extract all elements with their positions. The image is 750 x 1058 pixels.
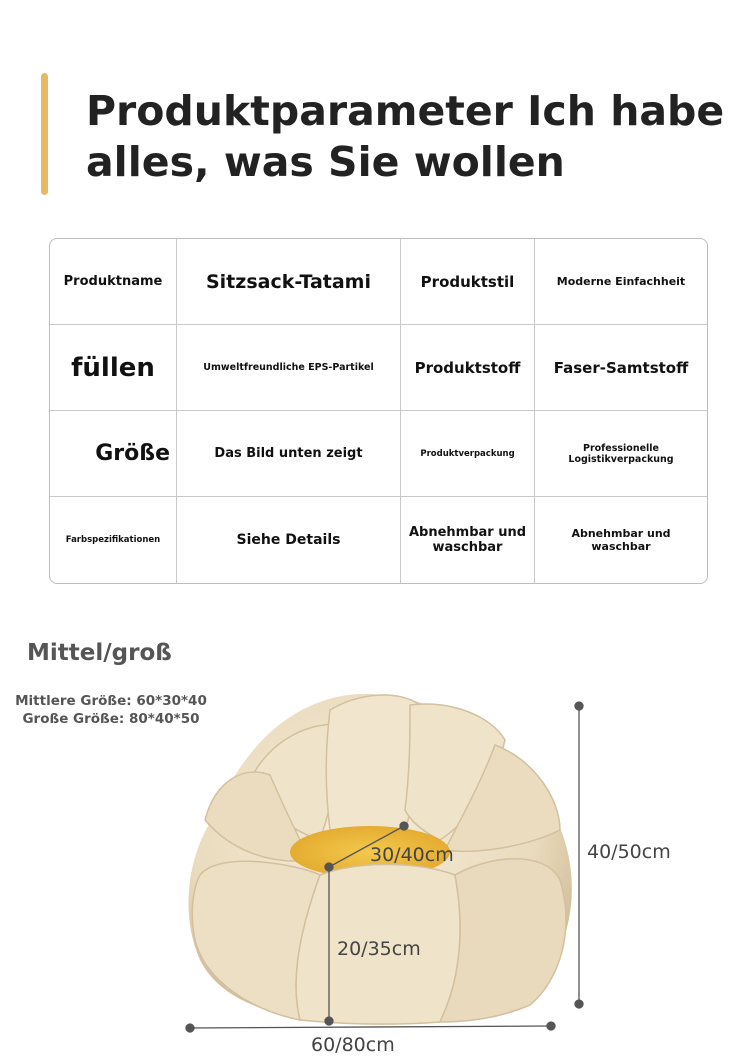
height-label: 40/50cm	[587, 841, 671, 863]
page-title: Produktparameter Ich habe alles, was Sie wollen	[86, 87, 725, 186]
param-value: Professionelle Logistikverpackung	[535, 411, 707, 497]
param-label: Produktname	[50, 239, 177, 325]
param-label: Produktstoff	[401, 325, 535, 411]
seat-depth-label: 30/40cm	[370, 844, 454, 866]
table-row	[50, 325, 707, 411]
param-value: Moderne Einfachheit	[535, 239, 707, 325]
width-label: 60/80cm	[311, 1034, 395, 1056]
table-row	[50, 497, 707, 583]
param-label: Produktstil	[401, 239, 535, 325]
seat-height-label: 20/35cm	[337, 938, 421, 960]
param-value: Sitzsack-Tatami	[177, 239, 401, 325]
param-value: Siehe Details	[177, 497, 401, 583]
beanbag-dimension-figure	[0, 680, 750, 1054]
table-row	[50, 411, 707, 497]
param-label: Produktverpackung	[401, 411, 535, 497]
beanbag-illustration	[0, 680, 750, 1054]
param-label: Abnehmbar und waschbar	[401, 497, 535, 583]
param-label: füllen	[50, 325, 177, 411]
size-note: Mittlere Größe: 60*30*40 Große Größe: 80*40*50	[15, 693, 207, 727]
param-label: Farbspezifikationen	[50, 497, 177, 583]
param-value: Umweltfreundliche EPS-Partikel	[177, 325, 401, 411]
param-value: Das Bild unten zeigt	[177, 411, 401, 497]
size-section-title: Mittel/groß	[27, 640, 172, 666]
param-label: Größe	[50, 411, 177, 497]
param-value: Faser-Samtstoff	[535, 325, 707, 411]
param-value: Abnehmbar und waschbar	[571, 527, 671, 553]
table-row	[50, 239, 707, 325]
product-parameters-table	[49, 238, 708, 584]
heading-accent-bar	[41, 73, 48, 195]
